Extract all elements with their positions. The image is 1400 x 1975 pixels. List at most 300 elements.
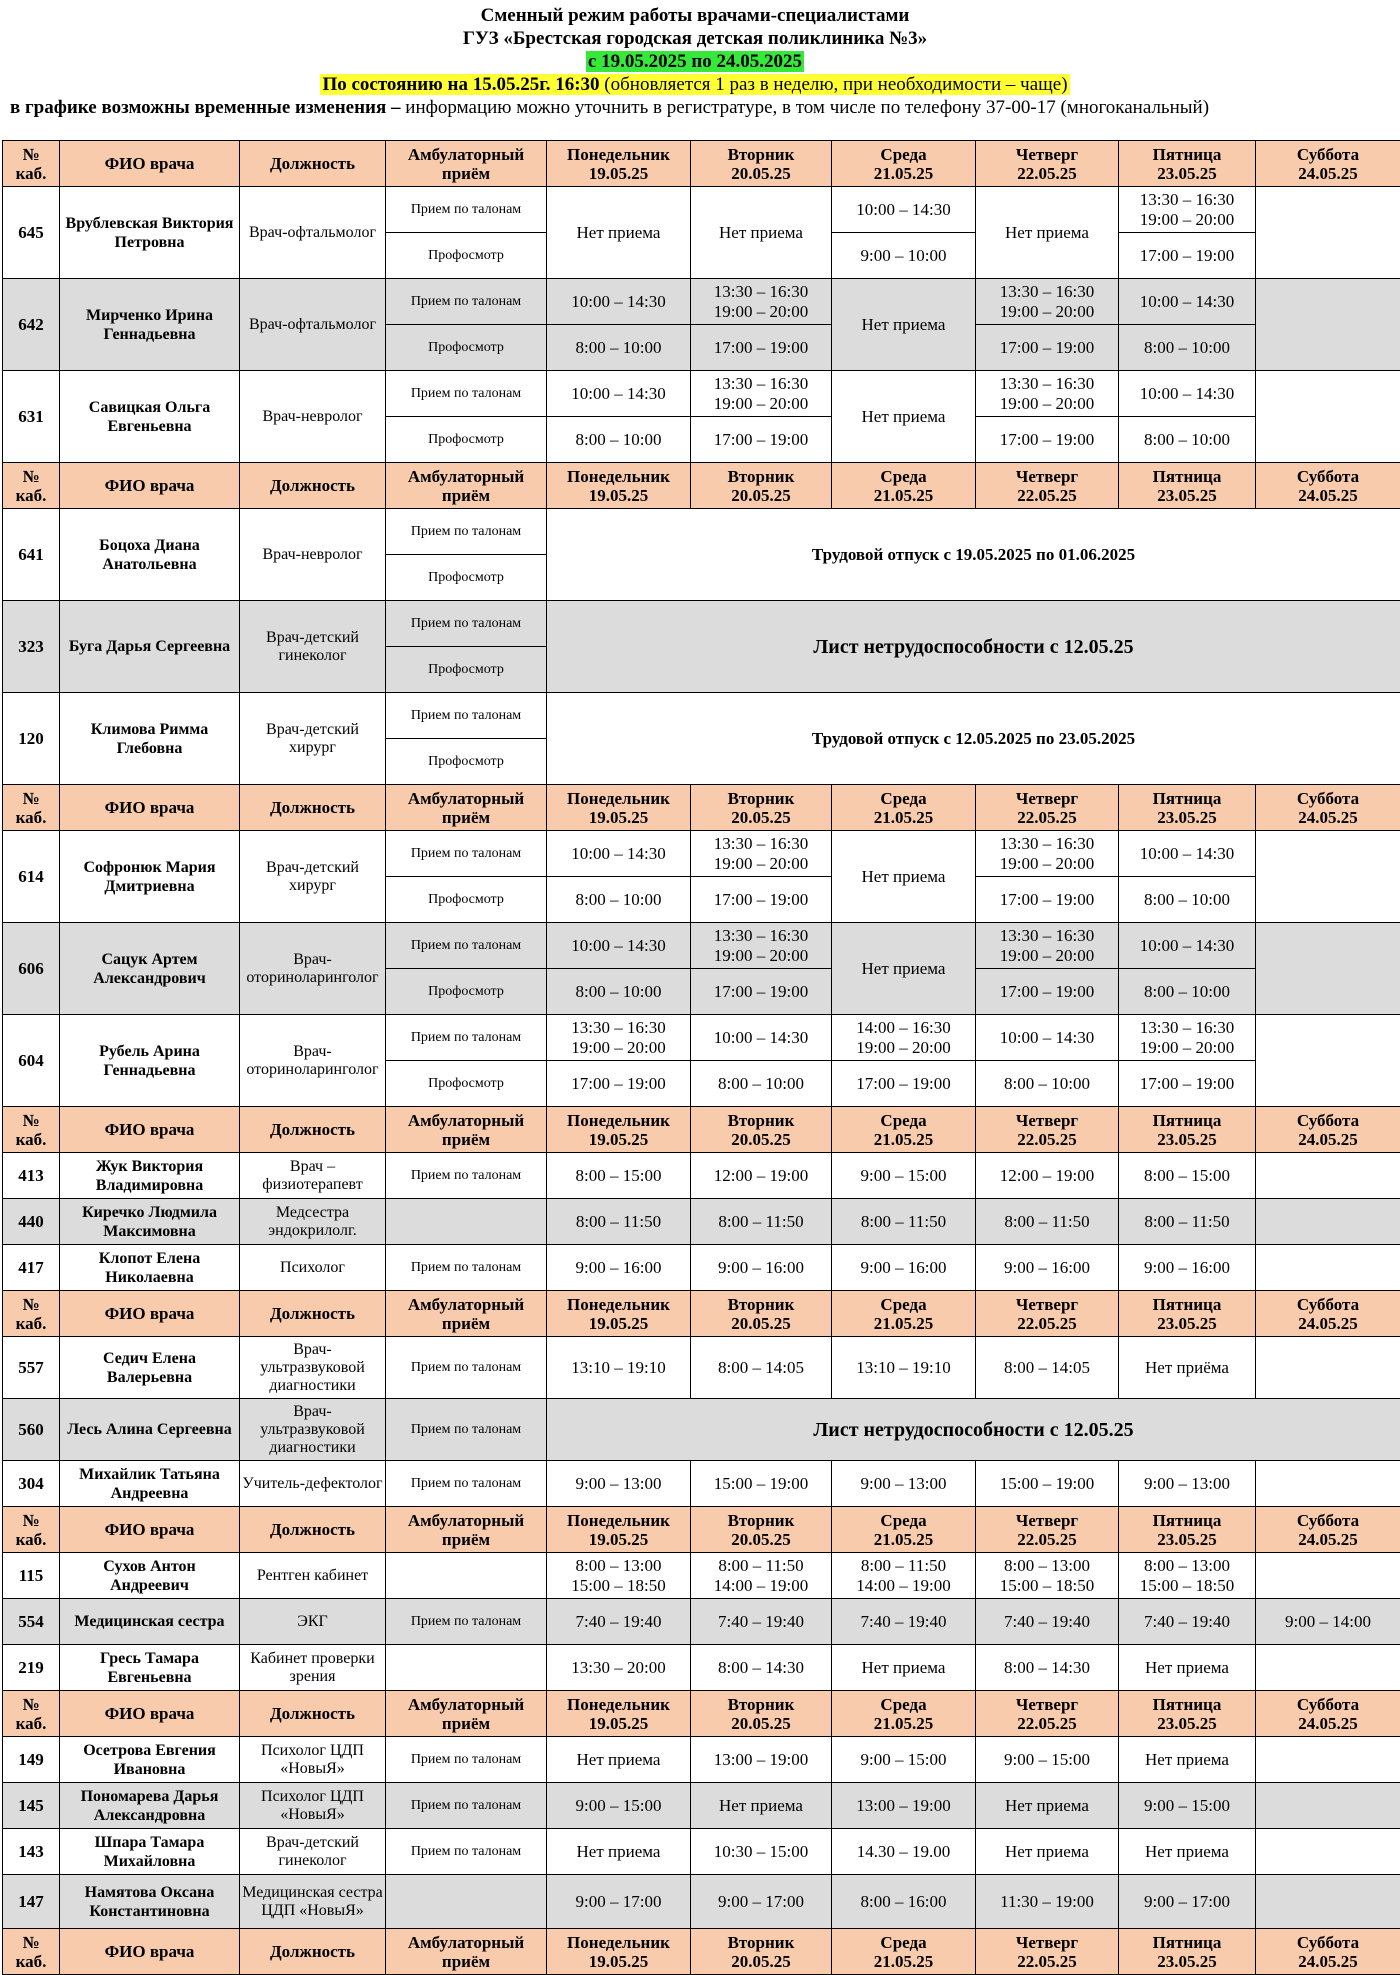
schedule-cell-thu-checkup: 17:00 – 19:00: [976, 877, 1119, 923]
appointment-type: Прием по талонам: [386, 1461, 547, 1507]
appointment-type: Прием по талонам: [386, 1783, 547, 1829]
doctor-position: Врач-детский гинеколог: [240, 601, 386, 693]
schedule-cell-fri-checkup: 8:00 – 10:00: [1119, 969, 1256, 1015]
schedule-cell-wed-talon: 14:00 – 16:30 19:00 – 20:00: [832, 1015, 976, 1061]
appointment-type: [386, 1199, 547, 1245]
header-position: Должность: [240, 463, 386, 509]
schedule-cell-fri-talon: 10:00 – 14:30: [1119, 371, 1256, 417]
schedule-cell-day-0: 8:00 – 11:50: [547, 1199, 691, 1245]
schedule-cell-day-4: Нет приема: [1119, 1737, 1256, 1783]
schedule-cell-day-4: 8:00 – 11:50: [1119, 1199, 1256, 1245]
schedule-cell-day-0: 9:00 – 16:00: [547, 1245, 691, 1291]
schedule-cell-day-1: 8:00 – 14:30: [691, 1645, 832, 1691]
schedule-cell-mon-talon: 10:00 – 14:30: [547, 923, 691, 969]
doctor-name: Буга Дарья Сергеевна: [60, 601, 240, 693]
doctor-name: Савицкая Ольга Евгеньевна: [60, 371, 240, 463]
schedule-cell-day-0: 9:00 – 13:00: [547, 1461, 691, 1507]
schedule-cell-fri-talon: 10:00 – 14:30: [1119, 279, 1256, 325]
schedule-cell-tue-checkup: 17:00 – 19:00: [691, 877, 832, 923]
cabinet-number: 642: [3, 279, 60, 371]
cabinet-number: 645: [3, 187, 60, 279]
appointment-type-checkup: Профосмотр: [386, 233, 547, 279]
appointment-type: Прием по талонам: [386, 1829, 547, 1875]
appointment-type: Прием по талонам: [386, 1399, 547, 1461]
header-day-2: Среда 21.05.25: [832, 1291, 976, 1337]
schedule-cell-day-0: 9:00 – 15:00: [547, 1783, 691, 1829]
doctor-position: Врач-невролог: [240, 371, 386, 463]
table-header-row: [3, 1691, 1400, 1737]
table-row: [3, 371, 1400, 417]
schedule-cell-day-2: 9:00 – 13:00: [832, 1461, 976, 1507]
cabinet-number: 304: [3, 1461, 60, 1507]
table-row: [3, 1645, 1400, 1691]
schedule-cell-wed: Нет приема: [832, 279, 976, 371]
schedule-cell-day-2: 13:00 – 19:00: [832, 1783, 976, 1829]
schedule-cell-day-3: 9:00 – 16:00: [976, 1245, 1119, 1291]
schedule-table: [2, 140, 1400, 1975]
header-day-0: Понедельник 19.05.25: [547, 463, 691, 509]
header-cab: № каб.: [3, 463, 60, 509]
table-header-row: [3, 1291, 1400, 1337]
header-day-3: Четверг 22.05.25: [976, 1929, 1119, 1975]
header-doctor-name: ФИО врача: [60, 785, 240, 831]
schedule-cell-sat: [1256, 831, 1400, 923]
status-highlight: [320, 74, 1069, 95]
schedule-cell-day-0: 9:00 – 17:00: [547, 1875, 691, 1929]
doctor-position: Рентген кабинет: [240, 1553, 386, 1599]
header-day-4: Пятница 23.05.25: [1119, 1507, 1256, 1553]
header-cab: № каб.: [3, 1107, 60, 1153]
schedule-cell-mon-checkup: 8:00 – 10:00: [547, 877, 691, 923]
schedule-cell-sat: [1256, 1015, 1400, 1107]
appointment-type-checkup: Профосмотр: [386, 417, 547, 463]
schedule-cell-thu-checkup: 17:00 – 19:00: [976, 417, 1119, 463]
document-header: [2, 4, 1388, 96]
schedule-cell-fri-checkup: 8:00 – 10:00: [1119, 417, 1256, 463]
schedule-cell-day-0: Нет приема: [547, 1737, 691, 1783]
header-doctor-name: ФИО врача: [60, 1691, 240, 1737]
appointment-type-talon: Прием по талонам: [386, 279, 547, 325]
doctor-name: Рубель Арина Геннадьевна: [60, 1015, 240, 1107]
appointment-type-checkup: Профосмотр: [386, 555, 547, 601]
doctor-position: Врач-детский гинеколог: [240, 1829, 386, 1875]
doctor-name: Мирченко Ирина Геннадьевна: [60, 279, 240, 371]
table-row: [3, 1829, 1400, 1875]
appointment-type-talon: Прием по талонам: [386, 1015, 547, 1061]
cabinet-number: 560: [3, 1399, 60, 1461]
schedule-cell-day-3: 7:40 – 19:40: [976, 1599, 1119, 1645]
schedule-cell-day-5: 9:00 – 14:00: [1256, 1599, 1400, 1645]
schedule-cell-day-1: 9:00 – 16:00: [691, 1245, 832, 1291]
schedule-cell-tue-talon: 13:30 – 16:30 19:00 – 20:00: [691, 923, 832, 969]
changes-note-text: информацию можно уточнить в регистратуре, в том числе по телефону 37-00-17 (многоканальный): [401, 97, 1210, 118]
schedule-cell-day-4: Нет приема: [1119, 1645, 1256, 1691]
cabinet-number: 440: [3, 1199, 60, 1245]
header-day-5: Суббота 24.05.25: [1256, 1107, 1400, 1153]
cabinet-number: 606: [3, 923, 60, 1015]
header-day-2: Среда 21.05.25: [832, 1507, 976, 1553]
schedule-cell-mon-checkup: 8:00 – 10:00: [547, 417, 691, 463]
schedule-cell-day-0: 13:30 – 20:00: [547, 1645, 691, 1691]
table-row: [3, 1461, 1400, 1507]
appointment-type-talon: Прием по талонам: [386, 831, 547, 877]
schedule-cell-thu-talon: 13:30 – 16:30 19:00 – 20:00: [976, 923, 1119, 969]
schedule-cell-tue-checkup: 8:00 – 10:00: [691, 1061, 832, 1107]
header-position: Должность: [240, 1691, 386, 1737]
schedule-cell-mon-talon: 13:30 – 16:30 19:00 – 20:00: [547, 1015, 691, 1061]
header-day-3: Четверг 22.05.25: [976, 785, 1119, 831]
header-day-5: Суббота 24.05.25: [1256, 785, 1400, 831]
header-position: Должность: [240, 785, 386, 831]
doctor-position: Психолог ЦДП «НовыЯ»: [240, 1783, 386, 1829]
schedule-cell-day-3: 15:00 – 19:00: [976, 1461, 1119, 1507]
schedule-cell-wed: Нет приема: [832, 831, 976, 923]
appointment-type-checkup: Профосмотр: [386, 969, 547, 1015]
header-day-4: Пятница 23.05.25: [1119, 1691, 1256, 1737]
table-row: [3, 187, 1400, 233]
schedule-cell-day-0: Нет приема: [547, 1829, 691, 1875]
schedule-cell-day-5: [1256, 1337, 1400, 1399]
table-row: [3, 1875, 1400, 1929]
header-ambulatory: Амбулаторный приём: [386, 1691, 547, 1737]
header-position: Должность: [240, 1291, 386, 1337]
doctor-name: Боцоха Диана Анатольевна: [60, 509, 240, 601]
schedule-cell-day-2: 14.30 – 19.00: [832, 1829, 976, 1875]
header-doctor-name: ФИО врача: [60, 1107, 240, 1153]
schedule-cell-day-1: 8:00 – 11:50: [691, 1199, 832, 1245]
schedule-cell-day-4: 9:00 – 13:00: [1119, 1461, 1256, 1507]
cabinet-number: 323: [3, 601, 60, 693]
schedule-cell-tue-checkup: 17:00 – 19:00: [691, 969, 832, 1015]
schedule-cell-day-2: 9:00 – 15:00: [832, 1737, 976, 1783]
schedule-cell-day-2: 8:00 – 16:00: [832, 1875, 976, 1929]
header-day-1: Вторник 20.05.25: [691, 785, 832, 831]
schedule-cell-day-4: 7:40 – 19:40: [1119, 1599, 1256, 1645]
schedule-cell-tue-talon: 13:30 – 16:30 19:00 – 20:00: [691, 831, 832, 877]
appointment-type-checkup: Профосмотр: [386, 739, 547, 785]
schedule-cell-day-4: 9:00 – 15:00: [1119, 1783, 1256, 1829]
header-day-0: Понедельник 19.05.25: [547, 1291, 691, 1337]
header-cab: № каб.: [3, 1929, 60, 1975]
schedule-cell-mon-talon: 10:00 – 14:30: [547, 279, 691, 325]
cabinet-number: 614: [3, 831, 60, 923]
doctor-position: Учитель-дефектолог: [240, 1461, 386, 1507]
table-row: [3, 1015, 1400, 1061]
schedule-cell-day-1: 15:00 – 19:00: [691, 1461, 832, 1507]
doctor-position: Психолог ЦДП «НовыЯ»: [240, 1737, 386, 1783]
table-row: [3, 1199, 1400, 1245]
appointment-type-checkup: Профосмотр: [386, 325, 547, 371]
appointment-type: Прием по талонам: [386, 1153, 547, 1199]
schedule-cell-day-0: 8:00 – 13:00 15:00 – 18:50: [547, 1553, 691, 1599]
period-highlight: с 19.05.2025 по 24.05.2025: [586, 51, 804, 72]
schedule-cell-day-1: 9:00 – 17:00: [691, 1875, 832, 1929]
schedule-cell-sat: [1256, 371, 1400, 463]
appointment-type-talon: Прием по талонам: [386, 693, 547, 739]
schedule-cell-day-4: 9:00 – 17:00: [1119, 1875, 1256, 1929]
header-ambulatory: Амбулаторный приём: [386, 1507, 547, 1553]
appointment-type-talon: Прием по талонам: [386, 371, 547, 417]
absence-notice: Лист нетрудоспособности с 12.05.25: [547, 601, 1400, 693]
header-day-5: Суббота 24.05.25: [1256, 1507, 1400, 1553]
schedule-cell-tue-talon: 10:00 – 14:30: [691, 1015, 832, 1061]
schedule-cell-day-4: 8:00 – 15:00: [1119, 1153, 1256, 1199]
schedule-cell-day-2: 8:00 – 11:50: [832, 1199, 976, 1245]
cabinet-number: 143: [3, 1829, 60, 1875]
header-day-4: Пятница 23.05.25: [1119, 463, 1256, 509]
schedule-cell-day-4: Нет приёма: [1119, 1337, 1256, 1399]
doctor-name: Климова Римма Глебовна: [60, 693, 240, 785]
schedule-cell-day-2: 9:00 – 15:00: [832, 1153, 976, 1199]
header-day-3: Четверг 22.05.25: [976, 1691, 1119, 1737]
schedule-cell-sat: [1256, 279, 1400, 371]
header-cab: № каб.: [3, 1691, 60, 1737]
header-day-1: Вторник 20.05.25: [691, 463, 832, 509]
appointment-type: [386, 1645, 547, 1691]
table-header-row: [3, 141, 1400, 187]
doctor-position: Медсестра эндокрилолг.: [240, 1199, 386, 1245]
schedule-cell-tue-talon: 13:30 – 16:30 19:00 – 20:00: [691, 279, 832, 325]
schedule-cell-fri-checkup: 8:00 – 10:00: [1119, 325, 1256, 371]
schedule-cell-thu-talon: 13:30 – 16:30 19:00 – 20:00: [976, 371, 1119, 417]
schedule-cell-day-4: 8:00 – 13:00 15:00 – 18:50: [1119, 1553, 1256, 1599]
table-row: [3, 1737, 1400, 1783]
header-position: Должность: [240, 1107, 386, 1153]
schedule-cell-mon-checkup: 8:00 – 10:00: [547, 969, 691, 1015]
header-day-1: Вторник 20.05.25: [691, 1929, 832, 1975]
schedule-cell-thu-talon: 13:30 – 16:30 19:00 – 20:00: [976, 831, 1119, 877]
appointment-type-talon: Прием по талонам: [386, 509, 547, 555]
schedule-cell-wed: Нет приема: [832, 371, 976, 463]
table-row: [3, 601, 1400, 647]
header-position: Должность: [240, 1507, 386, 1553]
schedule-cell-thu-talon: 10:00 – 14:30: [976, 1015, 1119, 1061]
appointment-type: Прием по талонам: [386, 1737, 547, 1783]
doctor-position: Медицинская сестра ЦДП «НовыЯ»: [240, 1875, 386, 1929]
schedule-cell-day-1: 8:00 – 11:50 14:00 – 19:00: [691, 1553, 832, 1599]
schedule-cell-day-5: [1256, 1783, 1400, 1829]
schedule-cell-fri-checkup: 17:00 – 19:00: [1119, 233, 1256, 279]
doctor-position: ЭКГ: [240, 1599, 386, 1645]
header-day-2: Среда 21.05.25: [832, 785, 976, 831]
header-day-0: Понедельник 19.05.25: [547, 141, 691, 187]
header-day-3: Четверг 22.05.25: [976, 1507, 1119, 1553]
table-row: [3, 831, 1400, 877]
doctor-name: Лесь Алина Сергеевна: [60, 1399, 240, 1461]
table-header-row: [3, 1507, 1400, 1553]
header-day-2: Среда 21.05.25: [832, 1107, 976, 1153]
table-row: [3, 279, 1400, 325]
schedule-cell-day-2: 8:00 – 11:50 14:00 – 19:00: [832, 1553, 976, 1599]
header-day-2: Среда 21.05.25: [832, 463, 976, 509]
header-day-0: Понедельник 19.05.25: [547, 1929, 691, 1975]
header-day-4: Пятница 23.05.25: [1119, 1929, 1256, 1975]
schedule-cell-day-4: Нет приема: [1119, 1829, 1256, 1875]
doctor-name: Осетрова Евгения Ивановна: [60, 1737, 240, 1783]
appointment-type-talon: Прием по талонам: [386, 923, 547, 969]
cabinet-number: 120: [3, 693, 60, 785]
header-cab: № каб.: [3, 141, 60, 187]
table-header-row: [3, 1929, 1400, 1975]
schedule-cell-thu: Нет приема: [976, 187, 1119, 279]
table-row: [3, 1599, 1400, 1645]
cabinet-number: 631: [3, 371, 60, 463]
schedule-cell-day-3: 11:30 – 19:00: [976, 1875, 1119, 1929]
status-date: По состоянию на 15.05.25г. 16:30: [322, 74, 599, 95]
doctor-name: Медицинская сестра: [60, 1599, 240, 1645]
cabinet-number: 641: [3, 509, 60, 601]
appointment-type: Прием по талонам: [386, 1599, 547, 1645]
header-day-1: Вторник 20.05.25: [691, 1291, 832, 1337]
cabinet-number: 149: [3, 1737, 60, 1783]
schedule-cell-wed-checkup: 9:00 – 10:00: [832, 233, 976, 279]
schedule-cell-day-3: 8:00 – 13:00 15:00 – 18:50: [976, 1553, 1119, 1599]
appointment-type-checkup: Профосмотр: [386, 1061, 547, 1107]
table-row: [3, 1399, 1400, 1461]
header-ambulatory: Амбулаторный приём: [386, 463, 547, 509]
schedule-body: [3, 141, 1400, 1975]
schedule-cell-day-2: Нет приема: [832, 1645, 976, 1691]
header-ambulatory: Амбулаторный приём: [386, 1291, 547, 1337]
schedule-cell-thu-talon: 13:30 – 16:30 19:00 – 20:00: [976, 279, 1119, 325]
table-row: [3, 923, 1400, 969]
schedule-cell-sat: [1256, 923, 1400, 1015]
schedule-cell-day-3: Нет приема: [976, 1783, 1119, 1829]
doctor-name: Седич Елена Валерьевна: [60, 1337, 240, 1399]
header-day-4: Пятница 23.05.25: [1119, 141, 1256, 187]
schedule-cell-fri-talon: 10:00 – 14:30: [1119, 923, 1256, 969]
header-cab: № каб.: [3, 785, 60, 831]
schedule-cell-day-4: 9:00 – 16:00: [1119, 1245, 1256, 1291]
cabinet-number: 417: [3, 1245, 60, 1291]
doctor-name: Киречко Людмила Максимовна: [60, 1199, 240, 1245]
header-day-3: Четверг 22.05.25: [976, 1107, 1119, 1153]
doctor-name: Врублевская Виктория Петровна: [60, 187, 240, 279]
cabinet-number: 557: [3, 1337, 60, 1399]
schedule-cell-day-3: 9:00 – 15:00: [976, 1737, 1119, 1783]
doctor-position: Врач-невролог: [240, 509, 386, 601]
doctor-position: Врач – физиотерапевт: [240, 1153, 386, 1199]
doctor-position: Врач-детский хирург: [240, 693, 386, 785]
schedule-cell-day-0: 7:40 – 19:40: [547, 1599, 691, 1645]
appointment-type: Прием по талонам: [386, 1245, 547, 1291]
schedule-cell-mon-checkup: 8:00 – 10:00: [547, 325, 691, 371]
schedule-cell-day-3: 12:00 – 19:00: [976, 1153, 1119, 1199]
schedule-cell-day-1: Нет приема: [691, 1783, 832, 1829]
table-row: [3, 693, 1400, 739]
table-header-row: [3, 463, 1400, 509]
doctor-name: Сухов Антон Андреевич: [60, 1553, 240, 1599]
header-ambulatory: Амбулаторный приём: [386, 1107, 547, 1153]
appointment-type-talon: Прием по талонам: [386, 601, 547, 647]
header-day-4: Пятница 23.05.25: [1119, 785, 1256, 831]
schedule-cell-day-5: [1256, 1737, 1400, 1783]
changes-note: [10, 96, 1388, 119]
header-day-2: Среда 21.05.25: [832, 1929, 976, 1975]
schedule-cell-mon: Нет приема: [547, 187, 691, 279]
absence-notice: Трудовой отпуск с 19.05.2025 по 01.06.2025: [547, 509, 1400, 601]
appointment-type-talon: Прием по талонам: [386, 187, 547, 233]
schedule-cell-wed-checkup: 17:00 – 19:00: [832, 1061, 976, 1107]
header-day-0: Понедельник 19.05.25: [547, 1107, 691, 1153]
schedule-cell-day-2: 13:10 – 19:10: [832, 1337, 976, 1399]
appointment-type: Прием по талонам: [386, 1337, 547, 1399]
schedule-cell-day-2: 7:40 – 19:40: [832, 1599, 976, 1645]
cabinet-number: 147: [3, 1875, 60, 1929]
doctor-name: Клопот Елена Николаевна: [60, 1245, 240, 1291]
schedule-cell-day-1: 7:40 – 19:40: [691, 1599, 832, 1645]
schedule-cell-day-0: 8:00 – 15:00: [547, 1153, 691, 1199]
schedule-cell-day-1: 12:00 – 19:00: [691, 1153, 832, 1199]
doctor-position: Врач-оториноларинголог: [240, 923, 386, 1015]
header-day-0: Понедельник 19.05.25: [547, 785, 691, 831]
cabinet-number: 115: [3, 1553, 60, 1599]
header-day-5: Суббота 24.05.25: [1256, 463, 1400, 509]
doctor-position: Психолог: [240, 1245, 386, 1291]
schedule-cell-day-5: [1256, 1875, 1400, 1929]
header-doctor-name: ФИО врача: [60, 1507, 240, 1553]
absence-notice: Лист нетрудоспособности с 12.05.25: [547, 1399, 1400, 1461]
schedule-cell-day-3: 8:00 – 14:05: [976, 1337, 1119, 1399]
table-row: [3, 509, 1400, 555]
header-day-4: Пятница 23.05.25: [1119, 1107, 1256, 1153]
header-day-1: Вторник 20.05.25: [691, 1691, 832, 1737]
schedule-cell-tue-checkup: 17:00 – 19:00: [691, 417, 832, 463]
cabinet-number: 145: [3, 1783, 60, 1829]
doctor-name: Сацук Артем Александрович: [60, 923, 240, 1015]
header-day-5: Суббота 24.05.25: [1256, 1291, 1400, 1337]
schedule-cell-fri-talon: 13:30 – 16:30 19:00 – 20:00: [1119, 187, 1256, 233]
header-position: Должность: [240, 1929, 386, 1975]
changes-note-bold: в графике возможны временные изменения –: [10, 97, 401, 118]
appointment-type-checkup: Профосмотр: [386, 647, 547, 693]
doctor-position: Врач-детский хирург: [240, 831, 386, 923]
schedule-cell-fri-checkup: 17:00 – 19:00: [1119, 1061, 1256, 1107]
header-doctor-name: ФИО врача: [60, 141, 240, 187]
schedule-cell-fri-talon: 13:30 – 16:30 19:00 – 20:00: [1119, 1015, 1256, 1061]
header-doctor-name: ФИО врача: [60, 1929, 240, 1975]
cabinet-number: 219: [3, 1645, 60, 1691]
doctor-position: Врач-офтальмолог: [240, 187, 386, 279]
status-update-note: (обновляется 1 раз в неделю, при необходимости – чаще): [600, 74, 1068, 95]
doctor-position: Врач-оториноларинголог: [240, 1015, 386, 1107]
header-day-3: Четверг 22.05.25: [976, 1291, 1119, 1337]
cabinet-number: 554: [3, 1599, 60, 1645]
schedule-cell-tue-checkup: 17:00 – 19:00: [691, 325, 832, 371]
doctor-position: Врач-ультразвуковой диагностики: [240, 1399, 386, 1461]
header-day-2: Среда 21.05.25: [832, 141, 976, 187]
table-row: [3, 1245, 1400, 1291]
schedule-cell-day-3: 8:00 – 11:50: [976, 1199, 1119, 1245]
schedule-cell-day-5: [1256, 1245, 1400, 1291]
schedule-cell-fri-talon: 10:00 – 14:30: [1119, 831, 1256, 877]
doctor-name: Пономарева Дарья Александровна: [60, 1783, 240, 1829]
header-ambulatory: Амбулаторный приём: [386, 785, 547, 831]
header-day-3: Четверг 22.05.25: [976, 463, 1119, 509]
schedule-cell-day-1: 8:00 – 14:05: [691, 1337, 832, 1399]
schedule-cell-tue-talon: 13:30 – 16:30 19:00 – 20:00: [691, 371, 832, 417]
cabinet-number: 413: [3, 1153, 60, 1199]
doctor-position: Врач-офтальмолог: [240, 279, 386, 371]
header-position: Должность: [240, 141, 386, 187]
doctor-position: Кабинет проверки зрения: [240, 1645, 386, 1691]
title-line-1: Сменный режим работы врачами-специалистами: [2, 4, 1388, 27]
appointment-type: [386, 1875, 547, 1929]
table-header-row: [3, 785, 1400, 831]
appointment-type-checkup: Профосмотр: [386, 877, 547, 923]
schedule-cell-thu-checkup: 17:00 – 19:00: [976, 969, 1119, 1015]
header-day-3: Четверг 22.05.25: [976, 141, 1119, 187]
